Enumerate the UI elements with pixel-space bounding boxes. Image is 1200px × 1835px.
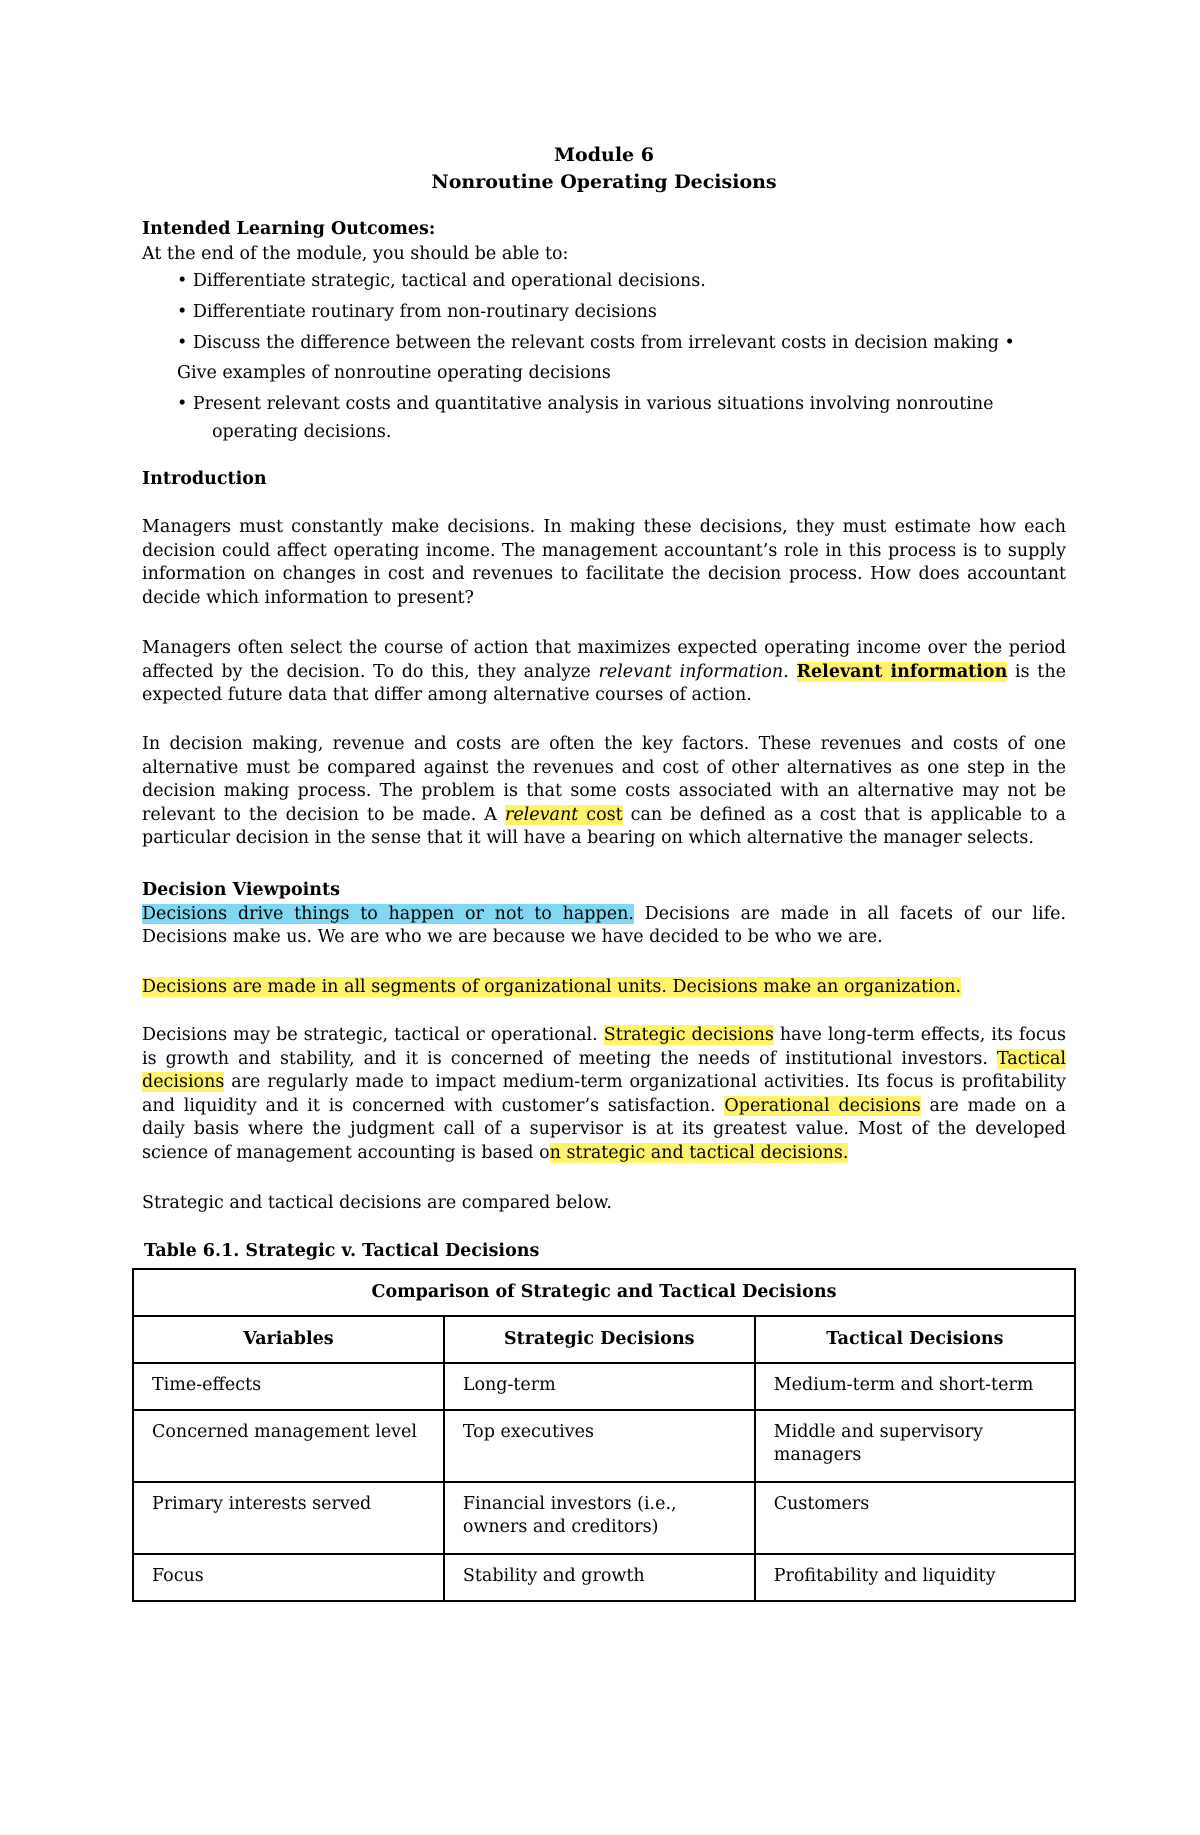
text-run: In decision making, revenue and costs are often the key factors. These revenues and costs of one alternative must be compared against the revenues and cost of other alternatives as one step in the decision making process. The problem is that some costs associated with an alternative may not be relevant to the decision to be made. A <box>142 734 1066 825</box>
outcome-item: Give examples of nonroutine operating decisions <box>177 362 611 383</box>
table-header-row <box>133 1316 1075 1363</box>
outcome-item: • Present relevant costs and quantitative analysis in various situations involving nonroutine <box>177 393 994 414</box>
outcome-item: • Differentiate strategic, tactical and operational decisions. <box>177 270 706 291</box>
introduction-paragraph-1: Managers must constantly make decisions. In making these decisions, they must estimate how each decision could affect operating income. The management accountant’s role in this process is to supply information on changes in cost and revenues to facilitate the decision process. How does accountant decide which information to present? <box>142 517 1066 608</box>
outcomes-intro: At the end of the module, you should be able to: <box>142 243 569 264</box>
table-row <box>133 1410 1075 1482</box>
viewpoints-heading: Decision Viewpoints <box>142 880 340 900</box>
tactical-decisions-highlight: Tactical decisions <box>142 1048 1066 1092</box>
decisions-drive-highlight: Decisions drive things to happen or not to happen. <box>142 903 634 924</box>
module-title: Nonroutine Operating Decisions <box>431 171 777 193</box>
strategic-decisions-highlight: Strategic decisions <box>603 1025 774 1045</box>
outcomes-heading: Intended Learning Outcomes: <box>142 219 436 239</box>
table-cell: Customers <box>755 1482 1075 1554</box>
table-cell: Time-effects <box>133 1363 444 1410</box>
table-title: Comparison of Strategic and Tactical Decisions <box>133 1269 1075 1316</box>
decision-viewpoints-section <box>142 879 1066 950</box>
table-row <box>133 1554 1075 1601</box>
operational-decisions-highlight: Operational decisions <box>724 1095 921 1116</box>
comparison-table <box>132 1268 1076 1602</box>
table-cell: Profitability and liquidity <box>755 1554 1075 1601</box>
relevant-information-highlight: Relevant information <box>796 661 1008 682</box>
viewpoints-paragraph-1 <box>142 903 1066 950</box>
text-run: cost <box>578 804 623 825</box>
introduction-heading: Introduction <box>142 469 267 489</box>
viewpoints-paragraph-2 <box>142 976 1066 1000</box>
column-header: Variables <box>133 1316 444 1363</box>
table-cell: Middle and supervisory managers <box>755 1410 1075 1482</box>
module-number: Module 6 <box>554 144 654 166</box>
introduction-section <box>142 468 1066 492</box>
text-run: are made on a daily basis where the judgment call of a supervisor is at its greatest value. Most of the developed science of management accounting is based o <box>142 1095 1066 1163</box>
table-caption: Table 6.1. Strategic v. Tactical Decisions <box>144 1241 540 1261</box>
text-run: Decisions may be strategic, tactical or operational. <box>142 1025 604 1045</box>
document-title-block <box>142 142 1066 196</box>
outcome-item: • Discuss the difference between the relevant costs from irrelevant costs in decision making • <box>177 332 1015 353</box>
table-cell: Financial investors (i.e., owners and creditors) <box>444 1482 755 1554</box>
table-cell: Top executives <box>444 1410 755 1482</box>
table-row <box>133 1482 1075 1554</box>
table-cell: Primary interests served <box>133 1482 444 1554</box>
text-run: can be defined as a cost that is applicable to a particular decision in the sense that it will have a bearing on which alternative the manager selects. <box>142 804 1066 848</box>
relevant-cost-highlight <box>505 805 623 825</box>
table-cell: Medium-term and short-term <box>755 1363 1075 1410</box>
column-header: Tactical Decisions <box>755 1316 1075 1363</box>
introduction-paragraph-3 <box>142 733 1066 851</box>
table-title-row <box>133 1269 1075 1316</box>
table-cell: Focus <box>133 1554 444 1601</box>
learning-outcomes <box>142 218 1066 444</box>
viewpoints-paragraph-4: Strategic and tactical decisions are compared below. <box>142 1193 612 1213</box>
strategic-tactical-highlight: n strategic and tactical decisions. <box>549 1142 849 1163</box>
text-run: have long-term effects, its focus is growth and stability, and it is concerned of meeting the needs of institutional investors. <box>142 1025 1066 1069</box>
text-run: Managers often select the course of action that maximizes expected operating income over the period affected by the decision. To do this, they analyze <box>142 638 1066 682</box>
table-cell: Stability and growth <box>444 1554 755 1601</box>
text-run <box>789 662 797 682</box>
relevant-emphasis: relevant <box>504 804 579 825</box>
viewpoints-paragraph-3 <box>142 1024 1066 1165</box>
organization-highlight: Decisions are made in all segments of organizational units. Decisions make an organization. <box>142 977 962 997</box>
table-cell: Long-term <box>444 1363 755 1410</box>
column-header: Strategic Decisions <box>444 1316 755 1363</box>
text-run: is the expected future data that differ among alternative courses of action. <box>142 661 1066 705</box>
table-cell: Concerned management level <box>133 1410 444 1482</box>
outcomes-list <box>142 266 1066 444</box>
outcome-item: operating decisions. <box>212 421 392 442</box>
table-row <box>133 1363 1075 1410</box>
relevant-information-emphasis: relevant information. <box>598 661 789 682</box>
text-run: are regularly made to impact medium-term organizational activities. Its focus is profitability and liquidity and it is concerned with customer’s satisfaction. <box>142 1072 1066 1116</box>
introduction-paragraph-2 <box>142 637 1066 708</box>
outcome-item: • Differentiate routinary from non-routinary decisions <box>177 301 657 322</box>
text-run: Decisions are made in all facets of our life. Decisions make us. We are who we are because we have decided to be who we are. <box>142 903 1067 947</box>
